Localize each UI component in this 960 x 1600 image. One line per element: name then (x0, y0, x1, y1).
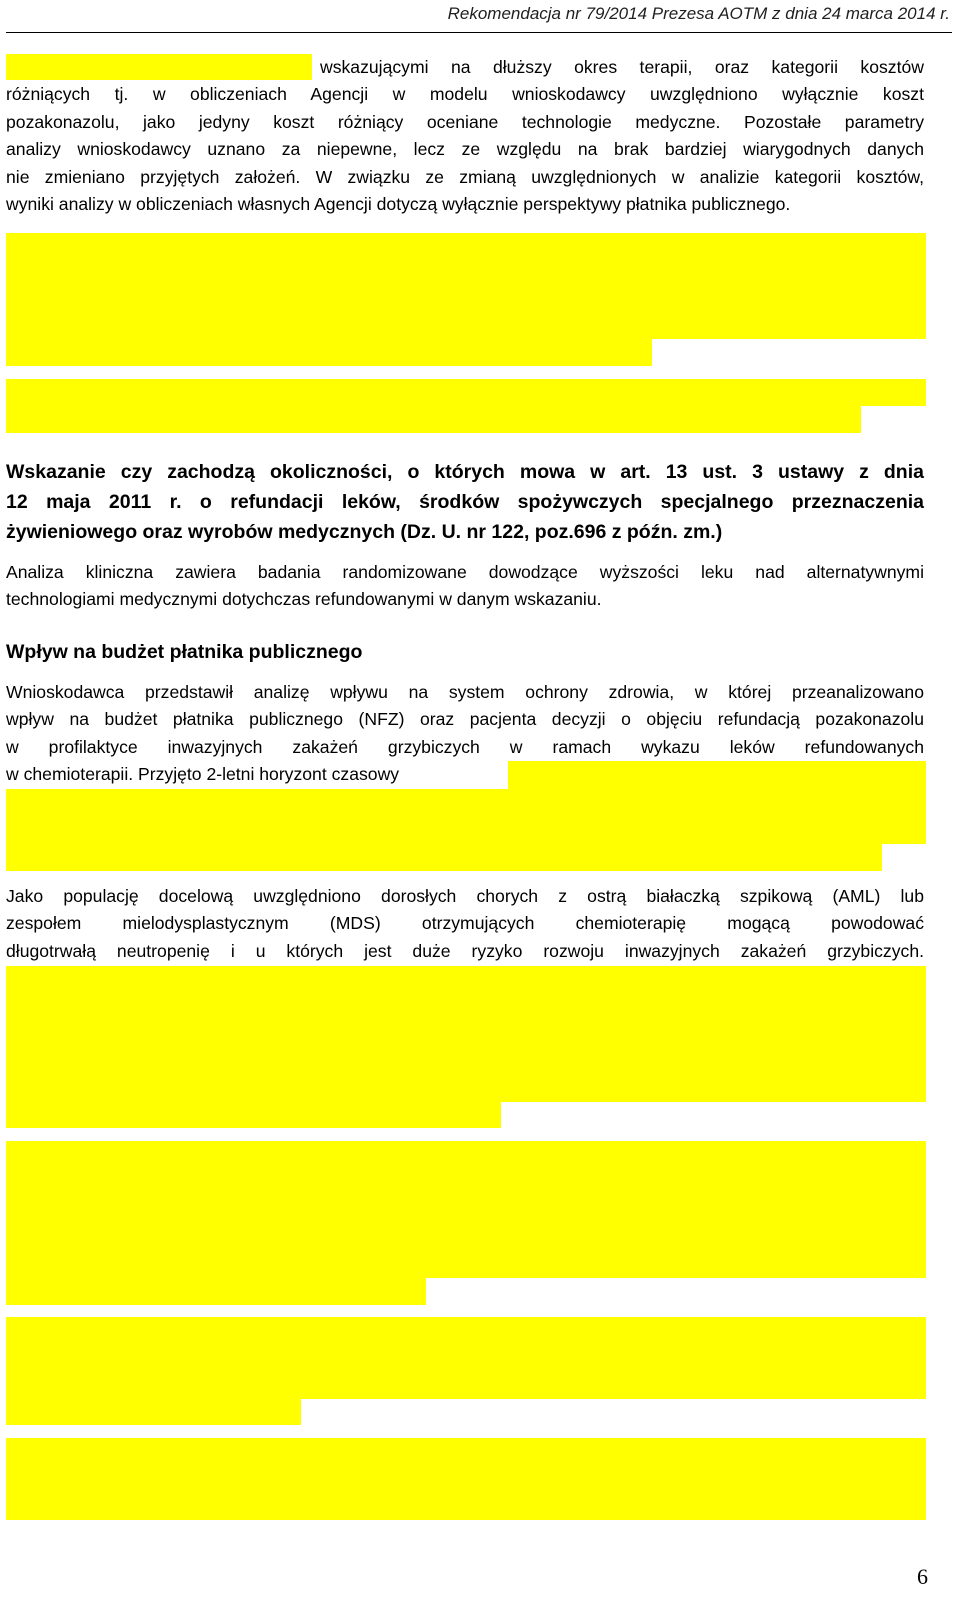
text-line: różniących tj. w obliczeniach Agencji w modelu wnioskodawcy uwzględniono wyłącznie koszt (6, 84, 924, 105)
text-line: pozakonazolu, jako jedyny koszt różniący oceniane technologie medyczne. Pozostałe parametry (6, 111, 924, 132)
redaction-block (6, 1399, 301, 1425)
text-line: w chemioterapii. Przyjęto 2-letni horyzont czasowy (6, 764, 400, 785)
redaction-block (6, 1438, 926, 1520)
text-line: w profilaktyce inwazyjnych zakażeń grzybiczych w ramach wykazu leków refundowanych (6, 736, 924, 757)
redaction-block (6, 233, 926, 339)
section-heading-budget (6, 637, 924, 667)
page-number: 6 (917, 1564, 928, 1589)
redaction-block (6, 789, 926, 844)
analysis-paragraph (6, 54, 924, 218)
text-line: technologiami medycznymi dotychczas refundowanymi w danym wskazaniu. (6, 589, 602, 610)
redaction-block (6, 379, 926, 406)
section-heading-art13 (6, 457, 924, 547)
redaction-block (6, 1141, 926, 1278)
population-paragraph (6, 883, 924, 965)
text-line: Analiza kliniczna zawiera badania randomizowane dowodzące wyższości leku nad alternatywnymi (6, 562, 924, 582)
text-line: nie zmieniano przyjętych założeń. W związku ze zmianą uwzględnionych w analizie kategorii kosztów, (6, 166, 924, 187)
text-line: Wnioskodawca przedstawił analizę wpływu na system ochrony zdrowia, w której przeanalizowano (6, 682, 924, 702)
heading-line: Wpływ na budżet płatnika publicznego (6, 641, 363, 663)
text-line: analizy wnioskodawcy uznano za niepewne, lecz ze względu na brak bardziej wiarygodnych danych (6, 139, 924, 160)
art13-paragraph (6, 559, 924, 614)
redaction-block (6, 966, 926, 1102)
text-line: wyniki analizy w obliczeniach własnych Agencji dotyczą wyłącznie perspektywy płatnika publicznego. (6, 194, 791, 215)
text-line: wskazującymi na dłuższy okres terapii, oraz kategorii kosztów (320, 57, 924, 77)
heading-line: 12 maja 2011 r. o refundacji leków, środków spożywczych specjalnego przeznaczenia (6, 491, 924, 513)
heading-line: Wskazanie czy zachodzą okoliczności, o których mowa w art. 13 ust. 3 ustawy z dnia (6, 461, 924, 483)
redaction-block (6, 1278, 426, 1305)
page-header: Rekomendacja nr 79/2014 Prezesa AOTM z dnia 24 marca 2014 r. (447, 4, 950, 23)
redaction-block (6, 1317, 926, 1399)
header-rule (6, 32, 952, 33)
redaction-block (6, 406, 861, 433)
text-line: zespołem mielodysplastycznym (MDS) otrzymujących chemioterapię mogącą powodować (6, 913, 924, 934)
redaction-block (6, 844, 882, 871)
text-line: długotrwałą neutropenię i u których jest duże ryzyko rozwoju inwazyjnych zakażeń grzybiczych. (6, 940, 924, 961)
text-line: wpływ na budżet płatnika publicznego (NFZ) oraz pacjenta decyzji o objęciu refundacją pozakonazolu (6, 709, 924, 730)
redaction-block (6, 339, 652, 366)
redaction-block (6, 1102, 501, 1128)
budget-paragraph (6, 679, 924, 789)
text-line: Jako populację docelową uwzględniono dorosłych chorych z ostrą białaczką szpikową (AML) lub (6, 886, 924, 906)
heading-line: żywieniowego oraz wyrobów medycznych (Dz. U. nr 122, poz.696 z późn. zm.) (6, 521, 723, 543)
